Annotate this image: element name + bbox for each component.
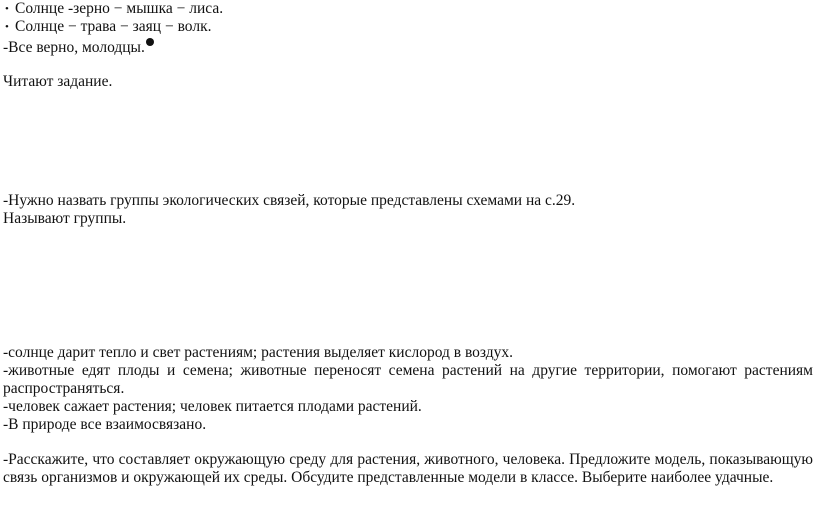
sun-line — [3, 344, 513, 362]
name-groups-text: -Нужно назвать группы экологических связей, которые представлены схемами на с.29. — [3, 192, 576, 209]
bullet-icon: • — [5, 21, 9, 33]
bullet-icon: • — [5, 3, 9, 15]
read-task-line — [3, 73, 112, 91]
name-groups-answer-text: Называют группы. — [3, 210, 127, 227]
animals-text-2: распространяться. — [3, 380, 125, 397]
name-groups-answer-line — [3, 210, 126, 228]
read-task-text: Читают задание. — [3, 73, 113, 90]
chain-text-1: Солнце -зерно − мышка − лиса. — [15, 0, 224, 17]
bullet-dot-icon — [146, 38, 154, 46]
chain-line-1 — [5, 0, 223, 18]
human-text: -человек сажает растения; человек питается плодами растений. — [3, 398, 422, 415]
chain-line-2 — [5, 18, 211, 36]
human-line — [3, 398, 422, 416]
praise-text: -Все верно, молодцы. — [3, 39, 145, 56]
tell-text-1: -Расскажите, что составляет окружающую среду для растения, животного, человека. Предложите модель, показывающую — [3, 451, 813, 468]
tell-text-2: связь организмов и окружающей их среды. Обсудите представленные модели в классе. Выберите наиболее удачные. — [3, 469, 774, 486]
nature-text: -В природе все взаимосвязано. — [3, 416, 207, 433]
animals-paragraph — [3, 362, 813, 398]
chain-text-2: Солнце − трава − заяц − волк. — [15, 18, 212, 35]
sun-text: -солнце дарит тепло и свет растениям; растения выделяет кислород в воздух. — [3, 344, 514, 361]
praise-line — [3, 38, 154, 57]
nature-line — [3, 416, 206, 434]
name-groups-line — [3, 192, 575, 210]
tell-paragraph — [3, 451, 813, 487]
animals-text-1: -животные едят плоды и семена; животные переносят семена растений на другие территории, помогают растениям — [3, 362, 813, 379]
